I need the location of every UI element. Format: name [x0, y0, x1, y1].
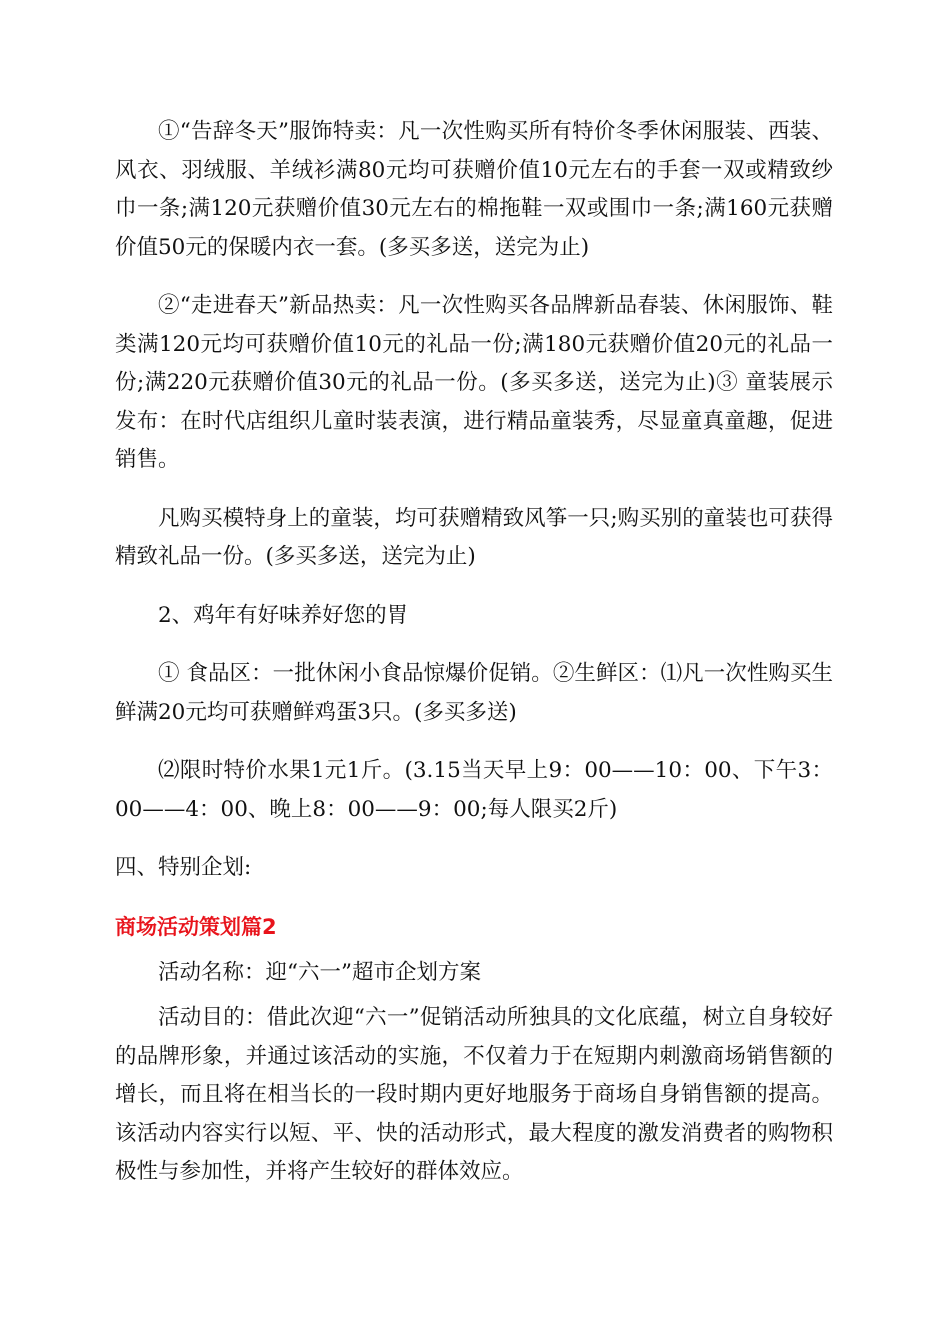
paragraph-kids-wear: 凡购买模特身上的童装，均可获赠精致风筝一只;购买别的童装也可获得精致礼品一份。(多买多送，送完为止)	[115, 505, 833, 569]
paragraph-section-food-title: 2、鸡年有好味养好您的胃	[158, 602, 409, 628]
paragraph-spring-sale: ②“走进春天”新品热卖：凡一次性购买各品牌新品春装、休闲服饰、鞋类满120元均可获赠价值10元的礼品一份;满180元获赠价值20元的礼品一份;满220元获赠价值30元的礼品一份。(多买多送，送完为止)③ 童装展示发布：在时代店组织儿童时装表演，进行精品童装秀，尽显童真童趣，促进销售。	[115, 293, 833, 472]
paragraph-special-plan: 四、特别企划:	[115, 855, 252, 880]
document-page	[115, 113, 833, 1212]
paragraph-activity-name: 活动名称：迎“六一”超市企划方案	[158, 959, 481, 985]
paragraph-activity-purpose: 活动目的：借此次迎“六一”促销活动所独具的文化底蕴，树立自身较好的品牌形象，并通过该活动的实施，不仅着力于在短期内刺激商场销售额的增长，而且将在相当长的一段时期内更好地服务于商场自身销售额的提高。该活动内容实行以短、平、快的活动形式，最大程度的激发消费者的购物积极性与参加性，并将产生较好的群体效应。	[115, 1005, 833, 1184]
paragraph-food-area: ① 食品区：一批休闲小食品惊爆价促销。②生鲜区：⑴凡一次性购买生鲜满20元均可获赠鲜鸡蛋3只。(多买多送)	[115, 661, 833, 725]
section-heading: 商场活动策划篇2	[115, 914, 277, 939]
paragraph-fruit-special: ⑵限时特价水果1元1斤。(3.15当天早上9：00——10：00、下午3：00——4：00、晚上8：00——9：00;每人限买2斤)	[115, 758, 833, 822]
paragraph-winter-sale: ①“告辞冬天”服饰特卖：凡一次性购买所有特价冬季休闲服装、西装、风衣、羽绒服、羊绒衫满80元均可获赠价值10元左右的手套一双或精致纱巾一条;满120元获赠价值30元左右的棉拖鞋一双或围巾一条;满160元获赠价值50元的保暖内衣一套。(多买多送，送完为止)	[115, 119, 833, 260]
